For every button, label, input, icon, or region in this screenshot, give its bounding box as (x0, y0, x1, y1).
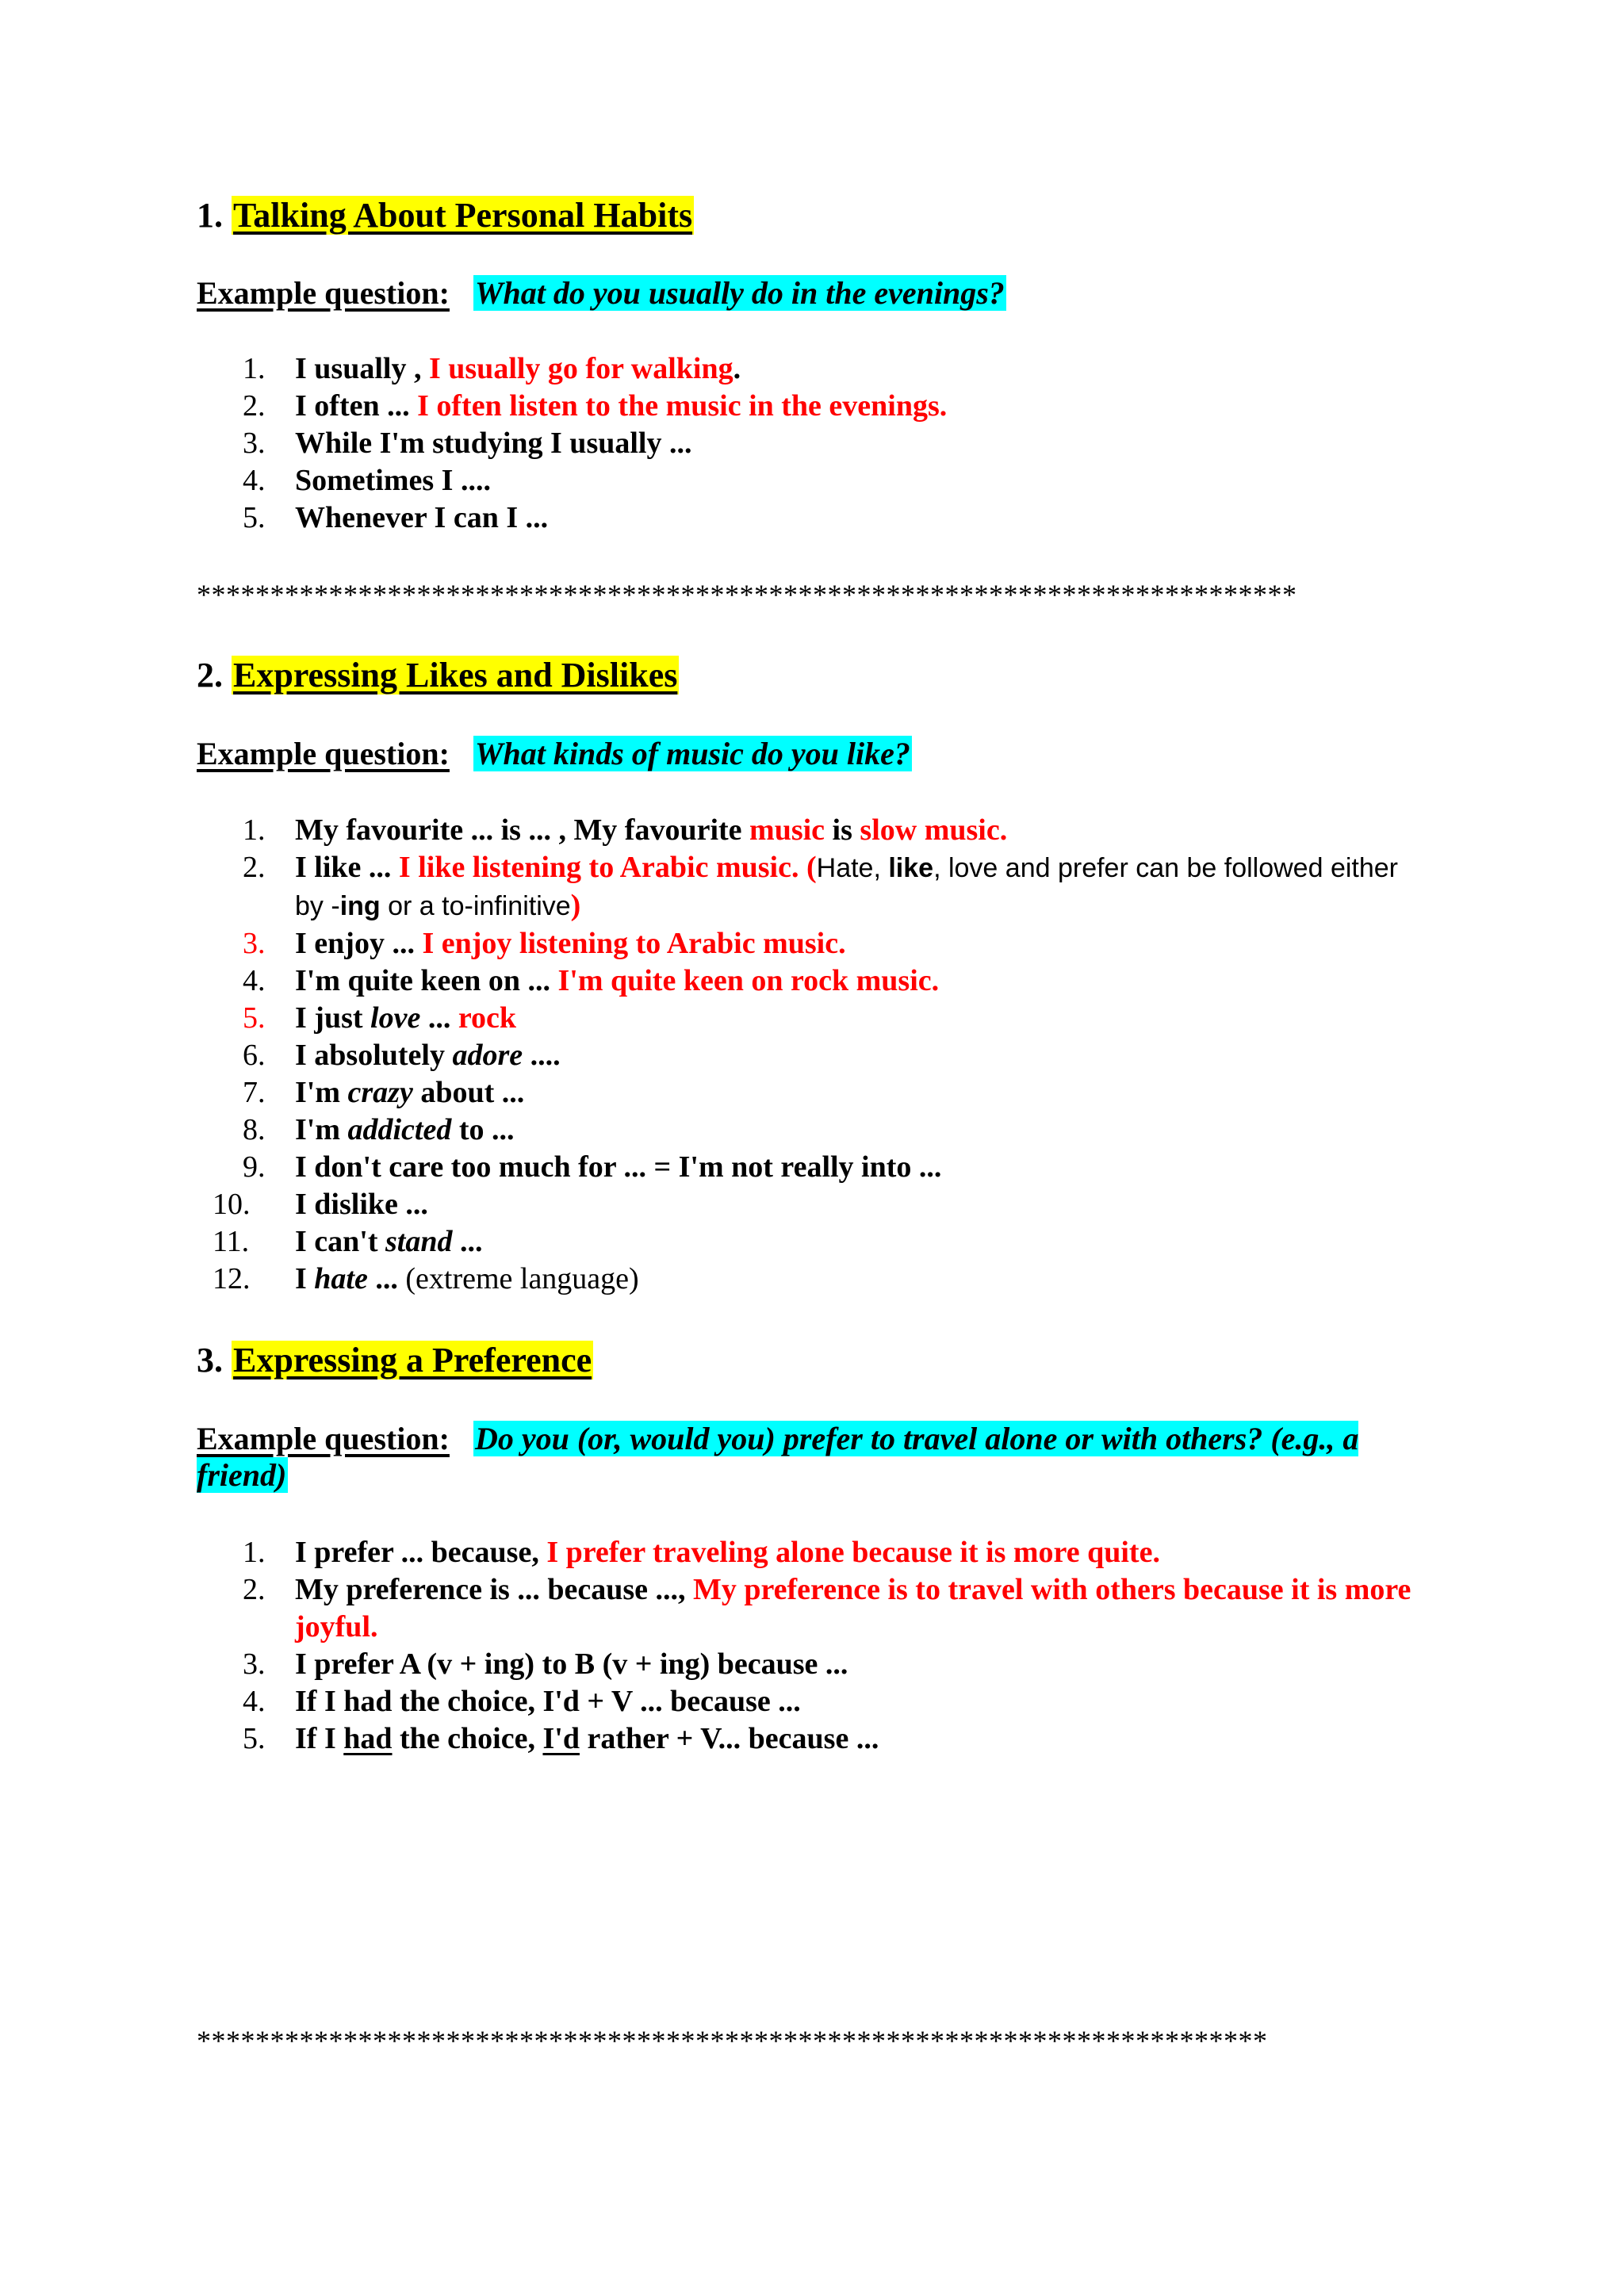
section-3-list (197, 1534, 1418, 1758)
section-1-title: Talking About Personal Habits (233, 196, 693, 235)
example-question: What kinds of music do you like? (474, 736, 910, 771)
list-item: 6. I absolutely adore .... (243, 1039, 561, 1072)
section-2-list (197, 812, 1418, 1298)
section-3-example (197, 1421, 1402, 1494)
list-item: 12. I hate ... (extreme language) (213, 1262, 639, 1295)
example-question: What do you usually do in the evenings? (474, 275, 1005, 311)
example-label: Example question: (197, 275, 450, 311)
separator-line: *************************************************************************** (197, 579, 1297, 610)
list-item: 4. If I had the choice, I'd + V ... because ... (243, 1685, 801, 1718)
list-item: 3. I prefer A (v + ing) to B (v + ing) because ... (243, 1647, 848, 1681)
list-item: 3. I enjoy ... I enjoy listening to Arabic music. (243, 927, 846, 960)
list-item: 4. Sometimes I .... (243, 464, 491, 497)
list-item: 1. My favourite ... is ... , My favourite music is slow music. (243, 813, 1008, 847)
list-item: 5. If I had the choice, I'd rather + V... because ... (243, 1722, 879, 1755)
list-item: 11. I can't stand ... (213, 1225, 483, 1258)
section-2-example (197, 736, 1402, 772)
section-3-number: 3. (197, 1341, 223, 1380)
list-item: 9. I don't care too much for ... = I'm not really into ... (243, 1150, 942, 1184)
section-1-heading (197, 195, 694, 236)
section-2-title: Expressing Likes and Dislikes (233, 656, 678, 695)
list-item: 8. I'm addicted to ... (243, 1113, 515, 1146)
list-item: 4. I'm quite keen on ... I'm quite keen on rock music. (243, 964, 940, 997)
section-2-heading (197, 655, 679, 696)
list-item: 2. I often ... I often listen to the music in the evenings. (243, 389, 948, 423)
list-item: 1. I prefer ... because, I prefer traveling alone because it is more quite. (243, 1536, 1160, 1569)
section-1-example (197, 275, 1402, 312)
list-item: 2. I like ... I like listening to Arabic music. (Hate, like, love and prefer can be followed either by -ing or a to-infinitive) (243, 851, 1398, 922)
example-label: Example question: (197, 1421, 450, 1456)
list-item: 2. My preference is ... because ..., My preference is to travel with others because it is more joyful. (243, 1573, 1411, 1644)
list-item: 7. I'm crazy about ... (243, 1076, 525, 1109)
list-item: 1. I usually , I usually go for walking. (243, 352, 741, 385)
section-3-heading (197, 1340, 593, 1381)
list-item: 10. I dislike ... (213, 1188, 428, 1221)
section-2-number: 2. (197, 656, 223, 695)
separator-line: ************************************************************************* (197, 2025, 1268, 2057)
section-3-title: Expressing a Preference (233, 1341, 592, 1380)
section-1-list (197, 350, 1418, 537)
example-label: Example question: (197, 736, 450, 771)
list-item: 3. While I'm studying I usually ... (243, 427, 692, 460)
list-item: 5. Whenever I can I ... (243, 501, 549, 534)
example-question: Do you (or, would you) prefer to travel alone or with others? (e.g., a friend) (197, 1421, 1359, 1493)
section-1-number: 1. (197, 196, 223, 235)
list-item: 5. I just love ... rock (243, 1001, 517, 1035)
